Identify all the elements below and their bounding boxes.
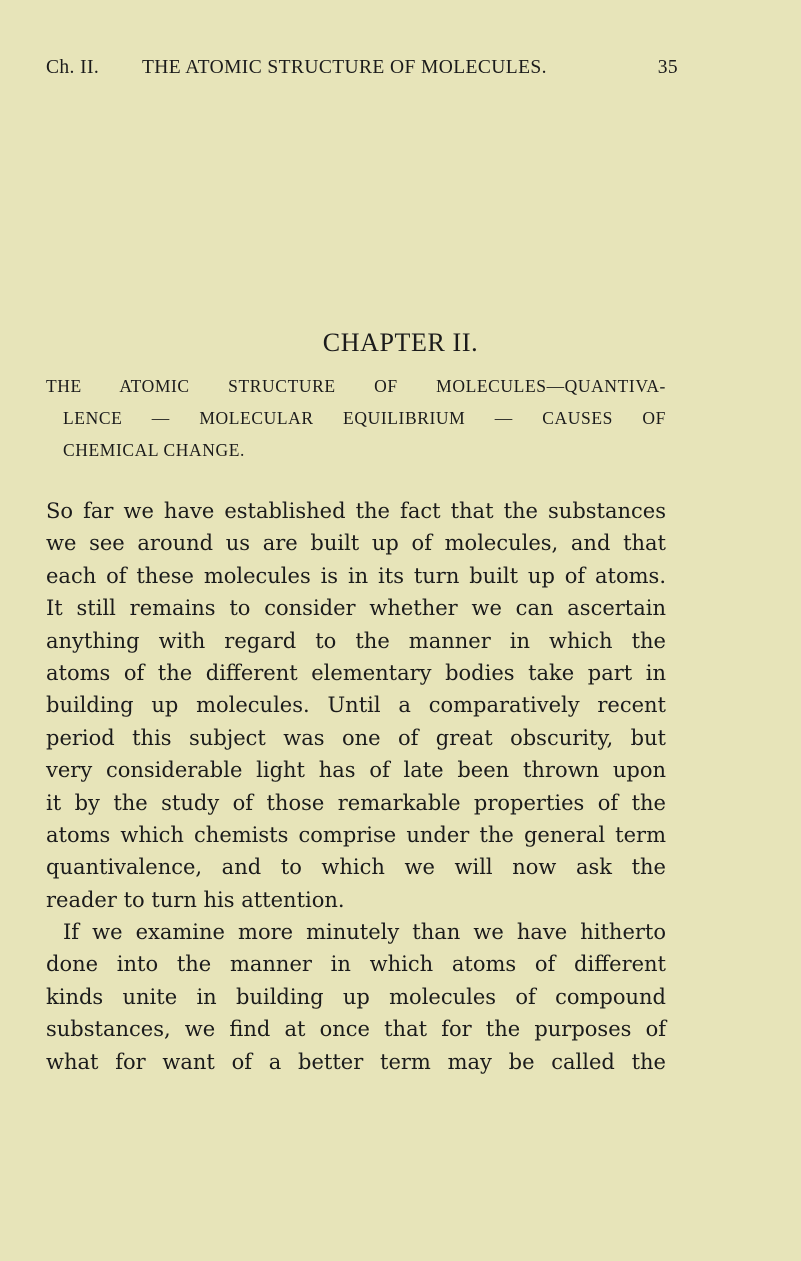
- text-line: it by the study of those remarkable properties of the: [46, 790, 666, 815]
- text-line: done into the manner in which atoms of different: [46, 952, 666, 977]
- text-line: atoms which chemists comprise under the general term: [46, 822, 666, 847]
- text-line: we see around us are built up of molecules, and that: [46, 531, 666, 556]
- running-head-title: THE ATOMIC STRUCTURE OF MOLECULES.: [142, 57, 547, 78]
- text-line: reader to turn his attention.: [46, 887, 345, 912]
- text-line: substances, we find at once that for the purposes of: [46, 1017, 666, 1042]
- text-line: atoms of the different elementary bodies take part in: [46, 660, 666, 685]
- page-number: 35: [657, 57, 678, 78]
- chapter-heading: CHAPTER II.: [322, 328, 479, 357]
- text-line: period this subject was one of great obscurity, but: [46, 725, 666, 750]
- body-text: [46, 495, 666, 1078]
- text-line: what for want of a better term may be called the: [46, 1049, 666, 1074]
- text-line: building up molecules. Until a comparatively recent: [46, 693, 666, 718]
- text-line: anything with regard to the manner in which the: [46, 628, 666, 653]
- paragraph-1: [46, 495, 666, 916]
- text-line: So far we have established the fact that the substances: [46, 499, 666, 523]
- running-head-chapter: Ch. II.: [46, 57, 100, 78]
- text-line: quantivalence, and to which we will now ask the: [46, 855, 666, 880]
- chapter-synopsis: [46, 370, 666, 466]
- text-line: each of these molecules is in its turn built up of atoms.: [46, 563, 666, 588]
- text-line: kinds unite in building up molecules of compound: [46, 984, 666, 1009]
- synopsis-line: LENCE — MOLECULAR EQUILIBRIUM — CAUSES OF: [63, 408, 666, 428]
- text-line: very considerable light has of late been thrown upon: [46, 758, 666, 783]
- synopsis-line: THE ATOMIC STRUCTURE OF MOLECULES—QUANTIVA-: [46, 376, 666, 396]
- paragraph-2: [46, 916, 666, 1078]
- synopsis-line: CHEMICAL CHANGE.: [63, 440, 246, 460]
- running-head: [46, 57, 678, 87]
- text-line: If we examine more minutely than we have hitherto: [63, 920, 666, 945]
- text-line: It still remains to consider whether we can ascertain: [46, 596, 666, 621]
